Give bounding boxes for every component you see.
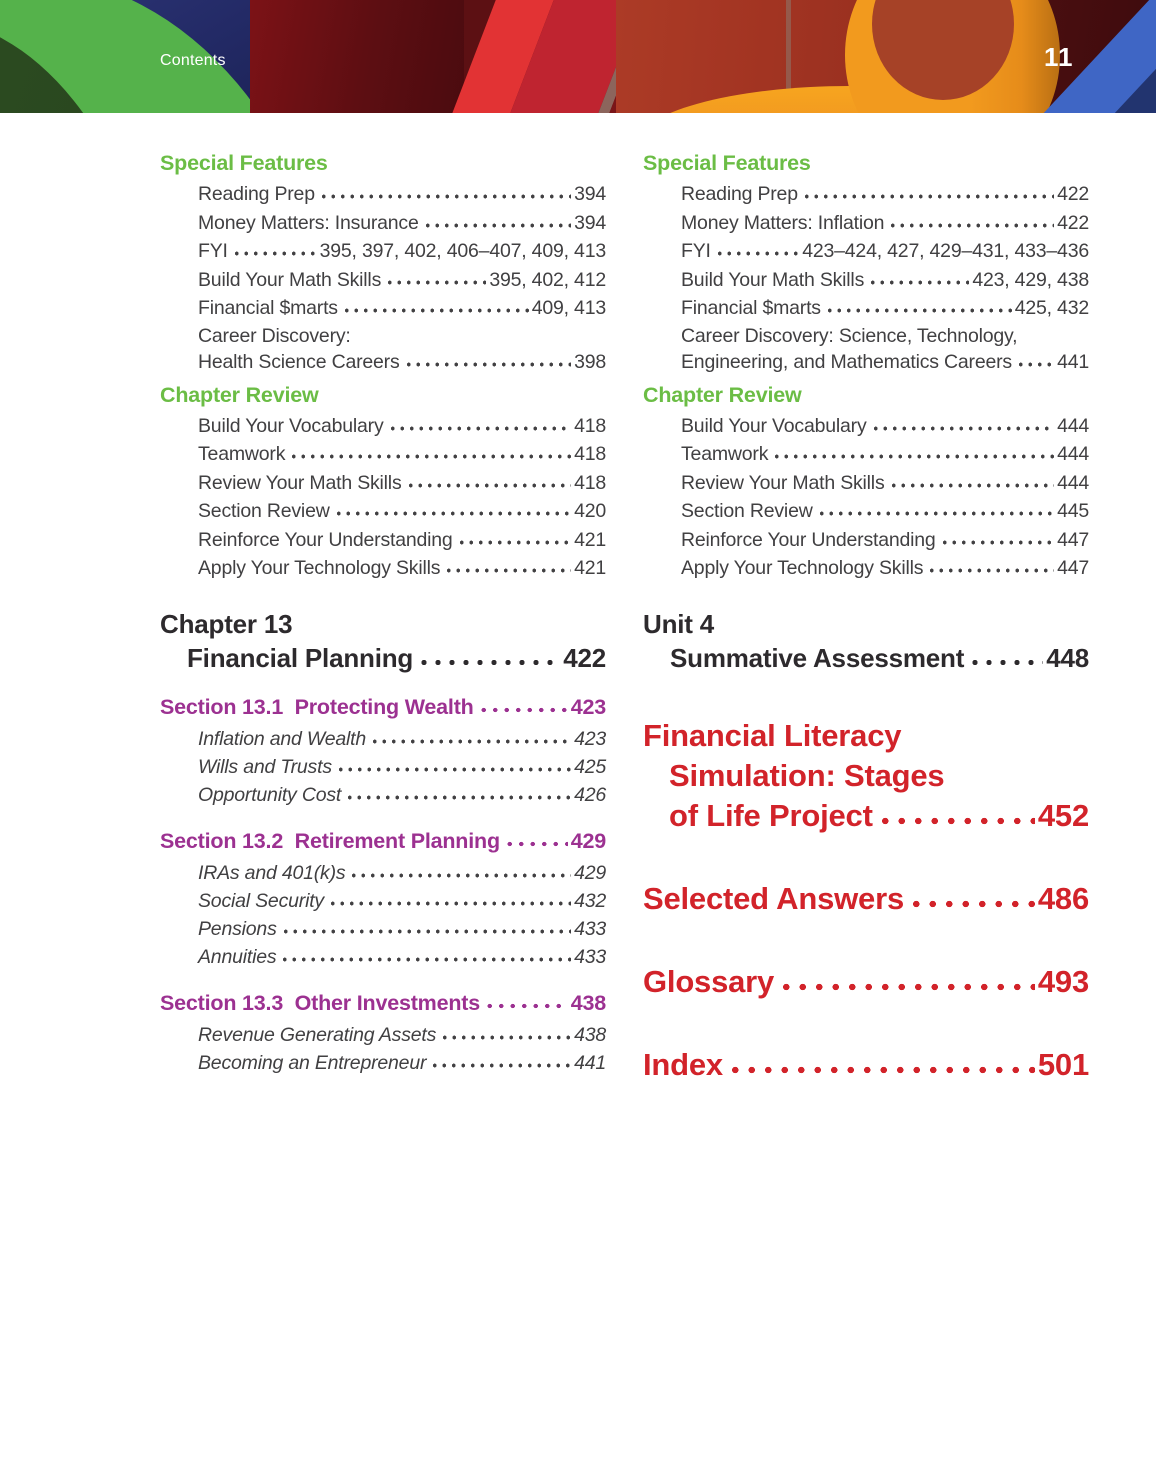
- topic-entry: [160, 915, 606, 943]
- toc-entry: [643, 237, 1089, 266]
- unit-title: Summative Assessment: [670, 642, 965, 673]
- dot-leader: [938, 533, 1054, 546]
- backmatter-label: Index: [643, 1046, 723, 1082]
- dot-leader: [438, 1028, 571, 1041]
- chapter-13-heading: [160, 607, 606, 675]
- backmatter-label: Glossary: [643, 963, 775, 999]
- dot-leader: [455, 533, 571, 546]
- toc-entry: [643, 412, 1089, 441]
- section-13-1: [160, 694, 606, 809]
- entry-label: Apply Your Technology Skills: [681, 557, 924, 579]
- dot-leader: [404, 476, 572, 489]
- topic-page: 425: [574, 755, 606, 778]
- dot-leader: [776, 975, 1035, 992]
- toc-entry: [643, 209, 1089, 238]
- backmatter-selected-answers: [643, 879, 1089, 919]
- topic-label: Opportunity Cost: [198, 783, 342, 806]
- dot-leader: [925, 561, 1054, 574]
- topic-entry: [160, 781, 606, 809]
- entry-page: 445: [1057, 500, 1089, 522]
- section-13-3: [160, 990, 606, 1077]
- backmatter-page: 486: [1037, 880, 1089, 916]
- dot-leader: [770, 447, 1054, 460]
- toc-entry: [643, 469, 1089, 498]
- entry-label: Review Your Math Skills: [681, 471, 885, 494]
- toc-entry: [643, 554, 1089, 583]
- section-page: 438: [570, 990, 606, 1015]
- group-heading: Special Features: [643, 151, 811, 175]
- toc-entry: [643, 294, 1089, 323]
- entry-label: Review Your Math Skills: [198, 471, 402, 494]
- toc-entry: [160, 180, 606, 209]
- entry-label: Health Science Careers: [198, 350, 400, 373]
- dot-leader: [326, 894, 571, 907]
- entry-page: 394: [574, 211, 606, 234]
- backmatter-page: 501: [1037, 1046, 1089, 1082]
- section-page: 423: [570, 694, 606, 719]
- toc-entry: [160, 323, 606, 349]
- dot-leader: [230, 244, 317, 257]
- toc-entry: [160, 349, 606, 375]
- section-13-2: [160, 828, 606, 971]
- entry-page: 398: [574, 350, 606, 373]
- section-heading-row: [160, 828, 606, 855]
- toc-entry: [643, 497, 1089, 526]
- toc-entry: [160, 469, 606, 498]
- topic-page: 429: [574, 861, 606, 884]
- toc-entry: [643, 526, 1089, 555]
- section-heading-row: [160, 694, 606, 721]
- dot-leader: [343, 788, 571, 801]
- dot-leader: [402, 355, 572, 368]
- topic-label: Pensions: [198, 917, 277, 940]
- entry-label: Engineering, and Mathematics Careers: [681, 350, 1012, 373]
- entry-label: Reinforce Your Understanding: [198, 528, 453, 551]
- toc-entry: [160, 294, 606, 323]
- topic-page: 423: [574, 727, 606, 750]
- dot-leader: [1014, 355, 1054, 368]
- section-heading: Section 13.2 Retirement Planning: [160, 828, 500, 853]
- topic-page: 438: [574, 1023, 606, 1046]
- dot-leader: [428, 1056, 571, 1069]
- entry-label: Section Review: [681, 500, 813, 522]
- unit-title-row: [643, 641, 1089, 675]
- backmatter-title-row: [643, 796, 1089, 836]
- toc-entry: [160, 209, 606, 238]
- entry-page: 418: [574, 414, 606, 437]
- backmatter-title-row: [643, 879, 1089, 919]
- entry-label: Career Discovery:: [198, 324, 351, 347]
- entry-page: 418: [574, 471, 606, 494]
- backmatter-label: Selected Answers: [643, 880, 904, 916]
- dot-leader: [383, 273, 486, 286]
- toc-entry: [643, 440, 1089, 469]
- entry-page: 444: [1057, 414, 1089, 437]
- entry-page: 447: [1057, 528, 1089, 551]
- entry-page: 420: [574, 500, 606, 522]
- dot-leader: [340, 301, 529, 314]
- dot-leader: [886, 216, 1054, 229]
- entry-page: 394: [574, 183, 606, 205]
- dot-leader: [334, 760, 571, 773]
- toc-entry: [160, 526, 606, 555]
- chapter-number: Chapter 13: [160, 608, 293, 639]
- header-banner: [0, 0, 1156, 113]
- entry-label: Section Review: [198, 500, 330, 522]
- topic-label: Wills and Trusts: [198, 755, 332, 778]
- entry-label: Reinforce Your Understanding: [681, 528, 936, 551]
- backmatter-page: 452: [1037, 797, 1089, 833]
- topic-label: Annuities: [198, 945, 277, 968]
- topic-label: Social Security: [198, 889, 324, 912]
- dot-leader: [502, 834, 568, 848]
- chapter-review-group: [643, 382, 1089, 583]
- dot-leader: [317, 187, 571, 200]
- topic-page: 432: [574, 889, 606, 912]
- entry-label: Build Your Vocabulary: [681, 414, 867, 437]
- toc-entry: [643, 266, 1089, 295]
- entry-page: 441: [1057, 350, 1089, 373]
- entry-label: Teamwork: [198, 443, 286, 465]
- dot-leader: [966, 652, 1043, 667]
- dot-leader: [887, 476, 1055, 489]
- toc-entry: [160, 412, 606, 441]
- dot-leader: [875, 809, 1035, 826]
- topic-page: 441: [574, 1051, 606, 1074]
- entry-label: Reading Prep: [681, 183, 798, 205]
- toc-right-column: [643, 150, 1089, 1085]
- entry-page: 444: [1057, 443, 1089, 465]
- entry-label: Financial $marts: [681, 297, 821, 319]
- page-number: 11: [1044, 42, 1074, 72]
- entry-label: Build Your Math Skills: [681, 268, 865, 291]
- entry-page: 423, 429, 438: [972, 268, 1089, 291]
- entry-page: 421: [574, 557, 606, 579]
- topic-label: Becoming an Entrepreneur: [198, 1051, 427, 1074]
- topic-label: Inflation and Wealth: [198, 727, 367, 750]
- toc-entry: [643, 180, 1089, 209]
- dot-leader: [421, 216, 571, 229]
- dot-leader: [415, 652, 560, 667]
- entry-page: 409, 413: [531, 297, 606, 319]
- topic-entry: [160, 943, 606, 971]
- section-page: 429: [570, 828, 606, 853]
- dot-leader: [823, 301, 1012, 314]
- dot-leader: [347, 866, 571, 879]
- topic-entry: [160, 1021, 606, 1049]
- entry-page: 425, 432: [1014, 297, 1089, 319]
- entry-page: 421: [574, 528, 606, 551]
- dot-leader: [279, 922, 571, 935]
- special-features-group: [160, 150, 606, 375]
- toc-left-column: [160, 150, 606, 1077]
- dot-leader: [386, 419, 572, 432]
- entry-page: 418: [574, 443, 606, 465]
- dot-leader: [815, 504, 1054, 517]
- unit-number: Unit 4: [643, 608, 715, 639]
- dot-leader: [442, 561, 571, 574]
- dot-leader: [368, 732, 571, 745]
- chapter-title-row: [160, 641, 606, 675]
- topic-entry: [160, 887, 606, 915]
- entry-page: 444: [1057, 471, 1089, 494]
- backmatter-glossary: [643, 962, 1089, 1002]
- topic-label: IRAs and 401(k)s: [198, 861, 346, 884]
- topic-entry: [160, 725, 606, 753]
- entry-label: Reading Prep: [198, 183, 315, 205]
- entry-page: 422: [1057, 211, 1089, 234]
- topic-entry: [160, 1049, 606, 1077]
- dot-leader: [869, 419, 1055, 432]
- toc-entry: [160, 266, 606, 295]
- topic-page: 433: [574, 945, 606, 968]
- group-heading: Chapter Review: [643, 382, 802, 407]
- dot-leader: [278, 950, 571, 963]
- dot-leader: [866, 273, 969, 286]
- backmatter-line: Simulation: Stages: [669, 757, 945, 793]
- topic-entry: [160, 753, 606, 781]
- unit-page: 448: [1046, 642, 1089, 673]
- group-heading: Special Features: [160, 151, 328, 175]
- dot-leader: [482, 996, 568, 1010]
- entry-label: Build Your Math Skills: [198, 268, 382, 291]
- entry-page: 422: [1057, 183, 1089, 205]
- entry-label: FYI: [198, 240, 228, 262]
- entry-label: Financial $marts: [198, 297, 338, 319]
- toc-entry: [160, 440, 606, 469]
- dot-leader: [906, 892, 1035, 909]
- entry-label: Career Discovery: Science, Technology,: [681, 324, 1018, 347]
- topic-entry: [160, 859, 606, 887]
- topic-label: Revenue Generating Assets: [198, 1023, 437, 1046]
- entry-label: Money Matters: Insurance: [198, 211, 419, 234]
- topic-page: 426: [574, 783, 606, 806]
- dot-leader: [287, 447, 571, 460]
- toc-entry: [643, 349, 1089, 375]
- dot-leader: [800, 187, 1054, 200]
- special-features-group: [643, 150, 1089, 375]
- toc-entry: [160, 554, 606, 583]
- banner-maroon-panel: [250, 0, 464, 113]
- entry-label: Money Matters: Inflation: [681, 211, 885, 234]
- entry-label: Apply Your Technology Skills: [198, 557, 441, 579]
- entry-label: FYI: [681, 240, 711, 262]
- toc-entry: [160, 237, 606, 266]
- backmatter-title-row: [643, 1045, 1089, 1085]
- unit-4-heading: [643, 607, 1089, 675]
- group-heading: Chapter Review: [160, 382, 319, 407]
- entry-page: 395, 397, 402, 406–407, 409, 413: [319, 240, 606, 262]
- backmatter-label: of Life Project: [669, 797, 873, 833]
- chapter-page: 422: [563, 642, 606, 673]
- backmatter-index: [643, 1045, 1089, 1085]
- dot-leader: [332, 504, 571, 517]
- section-heading: Section 13.1 Protecting Wealth: [160, 694, 474, 719]
- entry-page: 423–424, 427, 429–431, 433–436: [802, 240, 1089, 262]
- entry-page: 447: [1057, 557, 1089, 579]
- breadcrumb: Contents: [160, 52, 226, 69]
- backmatter-title-row: [643, 962, 1089, 1002]
- dot-leader: [713, 244, 799, 257]
- backmatter-financial-literacy-simulation: [643, 716, 1089, 836]
- chapter-review-group: [160, 382, 606, 583]
- backmatter-page: 493: [1037, 963, 1089, 999]
- dot-leader: [476, 700, 568, 714]
- toc-entry: [643, 323, 1089, 349]
- entry-label: Teamwork: [681, 443, 769, 465]
- section-heading: Section 13.3 Other Investments: [160, 990, 480, 1015]
- toc-entry: [160, 497, 606, 526]
- entry-label: Build Your Vocabulary: [198, 414, 384, 437]
- topic-page: 433: [574, 917, 606, 940]
- section-heading-row: [160, 990, 606, 1017]
- backmatter-line: Financial Literacy: [643, 717, 902, 753]
- dot-leader: [725, 1058, 1035, 1075]
- chapter-title: Financial Planning: [187, 642, 414, 673]
- entry-page: 395, 402, 412: [489, 268, 606, 291]
